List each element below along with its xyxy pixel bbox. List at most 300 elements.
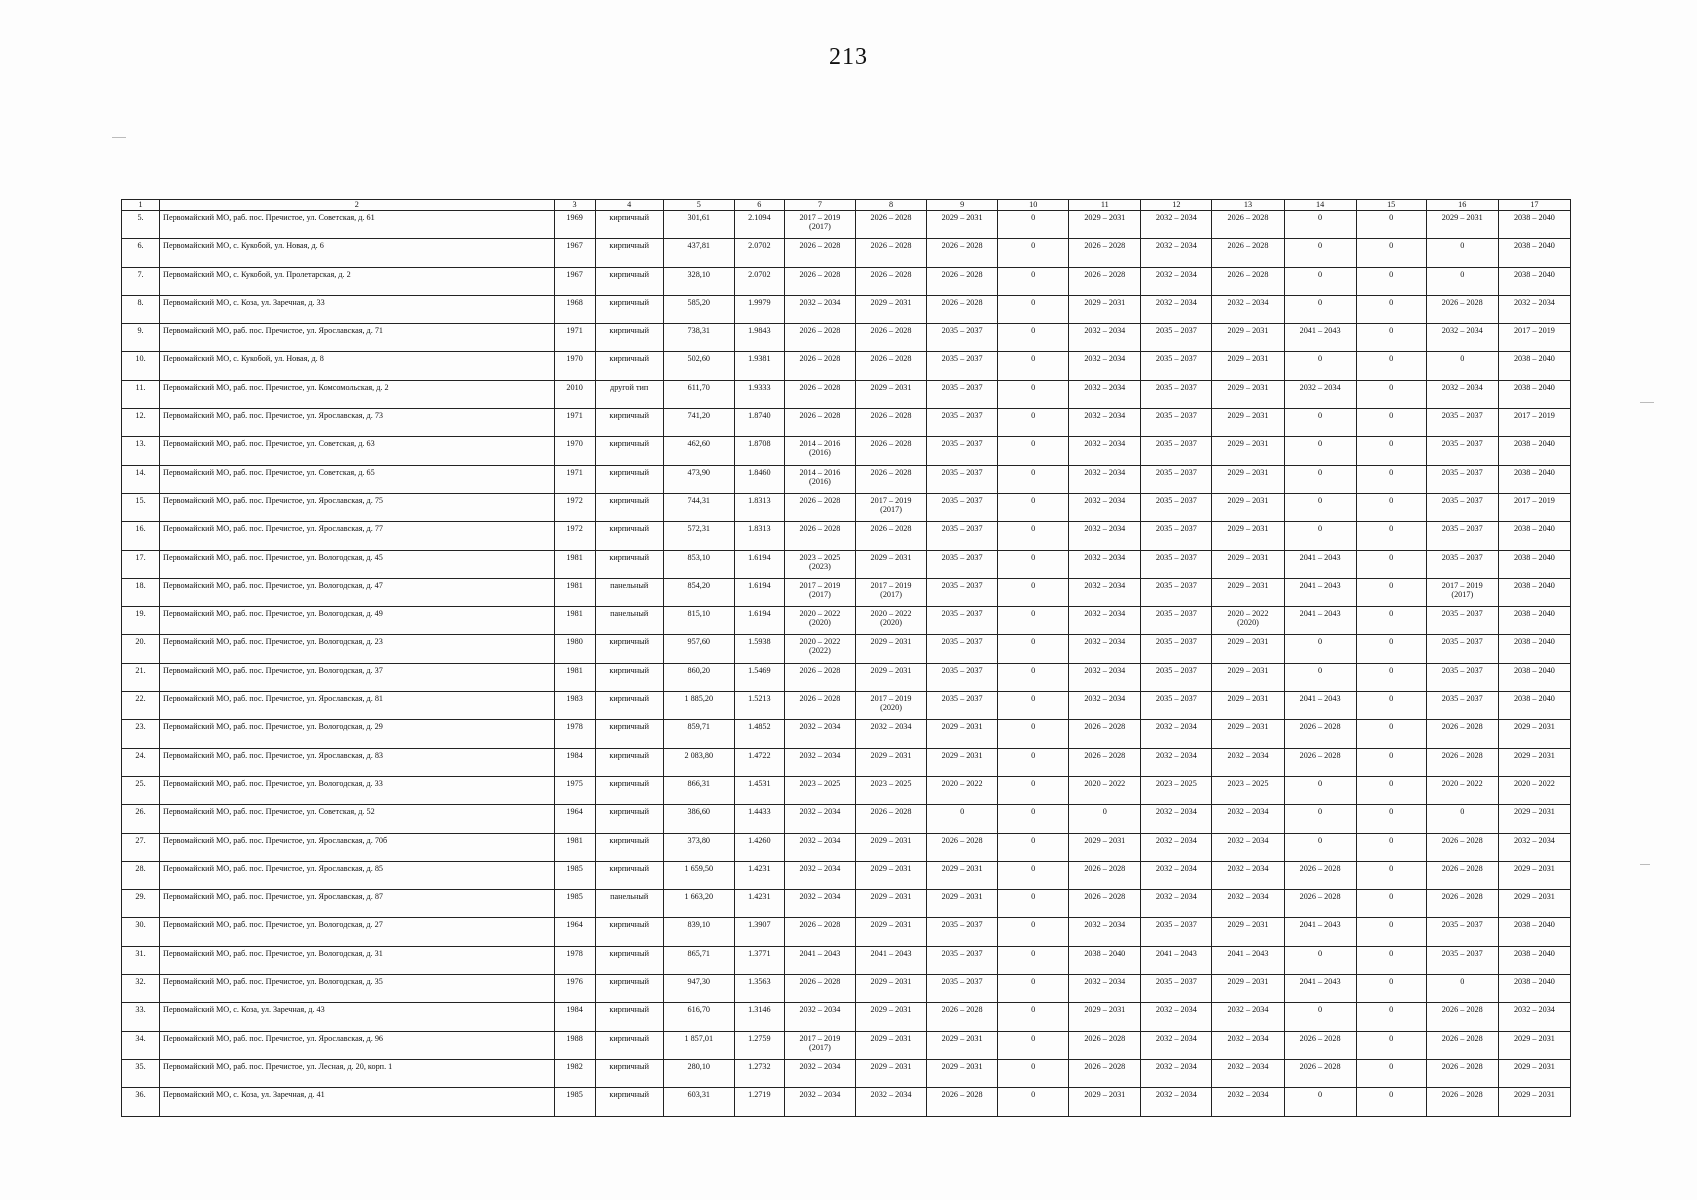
column-header: 4 [595,200,663,211]
schedule-cell: 2026 – 2028 [1069,861,1141,889]
table-row [122,833,1571,861]
schedule-cell: 2017 – 2019 [1498,409,1570,437]
schedule-cell: 2029 – 2031 [1498,1088,1570,1116]
row-number: 9. [122,324,160,352]
schedule-cell: 2032 – 2034 [784,861,855,889]
schedule-cell: 2035 – 2037 [927,465,998,493]
address-cell: Первомайский МО, раб. пос. Пречистое, ул. Вологодская, д. 37 [160,663,555,691]
schedule-cell [784,635,855,663]
schedule-cell [1426,578,1498,606]
schedule-cell: 2029 – 2031 [1212,437,1284,465]
column-header: 5 [663,200,734,211]
index-cell: 2.0702 [734,267,784,295]
wall-material-cell: кирпичный [595,946,663,974]
schedule-cell: 0 [1356,833,1426,861]
schedule-cell: 0 [1356,522,1426,550]
schedule-cell: 2041 – 2043 [1284,550,1356,578]
schedule-cell: 2035 – 2037 [927,578,998,606]
row-number: 13. [122,437,160,465]
year-cell: 1985 [554,861,595,889]
schedule-cell: 0 [998,663,1069,691]
index-cell: 1.4531 [734,776,784,804]
schedule-cell: 2029 – 2031 [855,1003,926,1031]
schedule-cell: 2032 – 2034 [1141,1088,1212,1116]
area-cell: 373,80 [663,833,734,861]
schedule-cell: 2029 – 2031 [855,833,926,861]
schedule-cell: 2026 – 2028 [855,409,926,437]
row-number: 12. [122,409,160,437]
schedule-cell: 2038 – 2040 [1498,578,1570,606]
wall-material-cell: кирпичный [595,692,663,720]
schedule-cell: 2029 – 2031 [1069,1088,1141,1116]
index-cell: 1.3563 [734,975,784,1003]
schedule-cell: 0 [1284,211,1356,239]
schedule-cell: 0 [998,776,1069,804]
schedule-cell: 2032 – 2034 [1069,550,1141,578]
column-header: 8 [855,200,926,211]
address-cell: Первомайский МО, раб. пос. Пречистое, ул. Советская, д. 52 [160,805,555,833]
schedule-cell: 2035 – 2037 [927,324,998,352]
year-cell: 1976 [554,975,595,1003]
address-cell: Первомайский МО, раб. пос. Пречистое, ул. Вологодская, д. 33 [160,776,555,804]
schedule-cell: 2026 – 2028 [1426,861,1498,889]
address-cell: Первомайский МО, раб. пос. Пречистое, ул. Комсомольская, д. 2 [160,380,555,408]
schedule-cell: 2038 – 2040 [1498,352,1570,380]
schedule-cell: 0 [998,720,1069,748]
actual-year-text: (2017) [880,589,902,599]
year-cell: 1978 [554,720,595,748]
schedule-cell: 2032 – 2034 [784,833,855,861]
wall-material-cell: кирпичный [595,1088,663,1116]
row-number: 8. [122,295,160,323]
schedule-cell: 0 [1356,805,1426,833]
table-row [122,607,1571,635]
schedule-cell: 2035 – 2037 [927,946,998,974]
wall-material-cell: кирпичный [595,324,663,352]
schedule-cell: 0 [1426,352,1498,380]
table-row [122,635,1571,663]
schedule-cell: 2041 – 2043 [1284,918,1356,946]
schedule-cell: 0 [1356,267,1426,295]
schedule-cell: 0 [1284,946,1356,974]
schedule-cell: 0 [1356,295,1426,323]
schedule-cell: 2020 – 2022 [927,776,998,804]
schedule-cell: 0 [1356,409,1426,437]
schedule-cell: 0 [1284,437,1356,465]
schedule-cell: 2026 – 2028 [855,465,926,493]
wall-material-cell: панельный [595,578,663,606]
year-cell: 1978 [554,946,595,974]
year-cell: 1981 [554,578,595,606]
schedule-cell: 2020 – 2022 [1498,776,1570,804]
actual-year-text: (2023) [809,561,831,571]
schedule-cell: 2032 – 2034 [1212,861,1284,889]
schedule-cell: 2032 – 2034 [1141,805,1212,833]
table-row [122,663,1571,691]
schedule-cell: 0 [998,692,1069,720]
schedule-cell: 0 [998,1059,1069,1087]
area-cell: 2 083,80 [663,748,734,776]
schedule-cell: 2032 – 2034 [855,1088,926,1116]
schedule-cell: 2032 – 2034 [1141,1003,1212,1031]
index-cell: 1.6194 [734,607,784,635]
schedule-cell: 2032 – 2034 [784,1088,855,1116]
schedule-cell: 2032 – 2034 [1069,465,1141,493]
index-cell: 1.4231 [734,861,784,889]
schedule-cell: 0 [998,805,1069,833]
schedule-cell: 2023 – 2025 [855,776,926,804]
address-cell: Первомайский МО, раб. пос. Пречистое, ул. Вологодская, д. 23 [160,635,555,663]
table-row [122,918,1571,946]
table-row [122,1059,1571,1087]
schedule-cell: 0 [1356,890,1426,918]
schedule-cell: 2035 – 2037 [1141,918,1212,946]
schedule-cell: 2041 – 2043 [1284,324,1356,352]
schedule-cell: 0 [1284,1003,1356,1031]
table-row [122,720,1571,748]
index-cell: 1.5938 [734,635,784,663]
schedule-cell: 2026 – 2028 [855,352,926,380]
index-cell: 1.4433 [734,805,784,833]
area-cell: 947,30 [663,975,734,1003]
wall-material-cell: кирпичный [595,437,663,465]
schedule-cell: 2041 – 2043 [784,946,855,974]
wall-material-cell: кирпичный [595,493,663,521]
year-cell: 1971 [554,465,595,493]
schedule-cell: 2032 – 2034 [784,1059,855,1087]
schedule-cell: 2032 – 2034 [1498,833,1570,861]
schedule-cell: 2032 – 2034 [1212,1059,1284,1087]
table-row [122,1031,1571,1059]
schedule-cell: 2035 – 2037 [927,437,998,465]
schedule-cell: 2035 – 2037 [927,522,998,550]
area-cell: 572,31 [663,522,734,550]
schedule-cell: 2026 – 2028 [1426,720,1498,748]
schedule-cell: 2032 – 2034 [1212,295,1284,323]
schedule-cell: 2038 – 2040 [1498,211,1570,239]
schedule-cell: 2035 – 2037 [1141,465,1212,493]
year-cell: 1967 [554,239,595,267]
row-number: 15. [122,493,160,521]
schedule-cell: 2038 – 2040 [1498,380,1570,408]
schedule-cell: 2032 – 2034 [1069,493,1141,521]
table-row [122,550,1571,578]
wall-material-cell: панельный [595,890,663,918]
column-header: 9 [927,200,998,211]
page-number: 213 [829,44,868,70]
schedule-cell: 0 [1284,805,1356,833]
schedule-cell: 2032 – 2034 [1426,324,1498,352]
schedule-cell: 2041 – 2043 [1141,946,1212,974]
schedule-cell: 2026 – 2028 [784,380,855,408]
schedule-cell: 2026 – 2028 [1212,239,1284,267]
wall-material-cell: кирпичный [595,295,663,323]
area-cell: 1 857,01 [663,1031,734,1059]
year-cell: 1985 [554,890,595,918]
schedule-cell: 2029 – 2031 [927,748,998,776]
column-number-header-row [122,200,1571,211]
schedule-cell: 0 [1284,409,1356,437]
year-cell: 1984 [554,1003,595,1031]
year-cell: 1981 [554,550,595,578]
schedule-cell: 0 [1356,211,1426,239]
schedule-cell: 2026 – 2028 [784,493,855,521]
schedule-cell [784,211,855,239]
schedule-cell: 2029 – 2031 [1212,578,1284,606]
schedule-cell: 0 [1356,692,1426,720]
table-row [122,578,1571,606]
schedule-cell: 2026 – 2028 [784,409,855,437]
schedule-cell: 2035 – 2037 [1426,918,1498,946]
schedule-cell: 0 [998,1088,1069,1116]
schedule-cell: 0 [1356,607,1426,635]
index-cell: 2.1094 [734,211,784,239]
schedule-cell: 2041 – 2043 [1284,578,1356,606]
schedule-cell: 0 [1356,918,1426,946]
row-number: 14. [122,465,160,493]
schedule-cell: 2035 – 2037 [927,607,998,635]
schedule-cell: 2032 – 2034 [1212,748,1284,776]
schedule-cell: 2032 – 2034 [1141,720,1212,748]
year-cell: 1982 [554,1059,595,1087]
year-cell: 1968 [554,295,595,323]
schedule-cell: 2029 – 2031 [1498,805,1570,833]
address-cell: Первомайский МО, раб. пос. Пречистое, ул. Ярославская, д. 81 [160,692,555,720]
index-cell: 1.4722 [734,748,784,776]
schedule-cell: 2029 – 2031 [1426,211,1498,239]
schedule-cell: 2032 – 2034 [1141,239,1212,267]
area-cell: 957,60 [663,635,734,663]
schedule-cell: 0 [1356,720,1426,748]
actual-year-text: (2017) [880,504,902,514]
schedule-cell: 2023 – 2025 [784,776,855,804]
schedule-cell: 0 [1426,805,1498,833]
period-text: 2020 – 2022 [799,609,841,619]
schedule-cell: 2029 – 2031 [1069,211,1141,239]
schedule-cell: 2032 – 2034 [1141,267,1212,295]
row-number: 10. [122,352,160,380]
schedule-cell: 2032 – 2034 [1212,1088,1284,1116]
schedule-cell: 2032 – 2034 [1141,211,1212,239]
index-cell: 1.8313 [734,522,784,550]
schedule-cell: 2026 – 2028 [855,437,926,465]
index-cell: 1.8708 [734,437,784,465]
schedule-cell: 2026 – 2028 [784,692,855,720]
schedule-cell: 0 [998,861,1069,889]
area-cell: 815,10 [663,607,734,635]
row-number: 5. [122,211,160,239]
schedule-cell: 2029 – 2031 [855,890,926,918]
schedule-cell: 0 [1356,1088,1426,1116]
year-cell: 1970 [554,352,595,380]
address-cell: Первомайский МО, с. Кукобой, ул. Новая, д. 8 [160,352,555,380]
period-text: 2020 – 2022 [1227,609,1269,619]
schedule-cell: 2029 – 2031 [927,861,998,889]
schedule-cell: 2026 – 2028 [1426,1003,1498,1031]
year-cell: 1972 [554,522,595,550]
schedule-cell: 0 [1069,805,1141,833]
index-cell: 1.2732 [734,1059,784,1087]
wall-material-cell: панельный [595,607,663,635]
schedule-cell: 2029 – 2031 [1212,635,1284,663]
schedule-cell: 2026 – 2028 [1284,748,1356,776]
schedule-cell: 0 [1356,493,1426,521]
schedule-cell: 2035 – 2037 [927,692,998,720]
column-header: 14 [1284,200,1356,211]
schedule-cell: 2038 – 2040 [1498,663,1570,691]
wall-material-cell: кирпичный [595,211,663,239]
table-row [122,805,1571,833]
schedule-cell: 2029 – 2031 [1212,324,1284,352]
schedule-cell: 0 [998,550,1069,578]
actual-year-text: (2017) [809,589,831,599]
wall-material-cell: кирпичный [595,409,663,437]
row-number: 24. [122,748,160,776]
schedule-cell: 2029 – 2031 [927,211,998,239]
year-cell: 1970 [554,437,595,465]
table-row [122,1003,1571,1031]
table-row [122,239,1571,267]
area-cell: 603,31 [663,1088,734,1116]
schedule-cell: 2029 – 2031 [1212,720,1284,748]
schedule-cell: 2035 – 2037 [927,409,998,437]
schedule-cell: 2032 – 2034 [1069,918,1141,946]
schedule-cell: 2035 – 2037 [1426,607,1498,635]
index-cell: 1.8460 [734,465,784,493]
schedule-cell: 2035 – 2037 [927,663,998,691]
period-text: 2017 – 2019 [1441,580,1483,590]
schedule-cell: 2035 – 2037 [927,635,998,663]
actual-year-text: (2020) [880,703,902,713]
schedule-cell: 2032 – 2034 [1141,748,1212,776]
schedule-cell [855,692,926,720]
schedule-cell: 2029 – 2031 [927,1059,998,1087]
schedule-cell: 2029 – 2031 [1498,1059,1570,1087]
area-cell: 611,70 [663,380,734,408]
schedule-cell: 2029 – 2031 [1212,493,1284,521]
schedule-cell: 2026 – 2028 [855,239,926,267]
schedule-cell: 2035 – 2037 [927,352,998,380]
schedule-cell: 2035 – 2037 [1141,437,1212,465]
schedule-cell: 0 [1356,1031,1426,1059]
area-cell: 462,60 [663,437,734,465]
row-number: 27. [122,833,160,861]
column-header: 16 [1426,200,1498,211]
address-cell: Первомайский МО, раб. пос. Пречистое, ул. Ярославская, д. 85 [160,861,555,889]
schedule-cell: 2026 – 2028 [1069,1031,1141,1059]
wall-material-cell: кирпичный [595,1003,663,1031]
row-number: 31. [122,946,160,974]
row-number: 7. [122,267,160,295]
schedule-cell: 2029 – 2031 [1069,833,1141,861]
schedule-cell: 2026 – 2028 [927,1088,998,1116]
schedule-cell: 2029 – 2031 [1069,295,1141,323]
schedule-cell: 2029 – 2031 [855,1059,926,1087]
year-cell: 1983 [554,692,595,720]
schedule-cell: 2032 – 2034 [784,890,855,918]
schedule-cell: 0 [998,946,1069,974]
schedule-cell: 2032 – 2034 [1212,890,1284,918]
schedule-cell: 2017 – 2019 [1498,324,1570,352]
schedule-cell: 2026 – 2028 [1284,890,1356,918]
schedule-cell: 2041 – 2043 [1284,607,1356,635]
index-cell: 1.9381 [734,352,784,380]
schedule-cell: 2026 – 2028 [784,522,855,550]
schedule-cell: 2032 – 2034 [1498,1003,1570,1031]
schedule-cell: 2032 – 2034 [1212,805,1284,833]
address-cell: Первомайский МО, с. Коза, ул. Заречная, д. 43 [160,1003,555,1031]
wall-material-cell: кирпичный [595,239,663,267]
period-text: 2023 – 2025 [799,552,841,562]
area-cell: 1 885,20 [663,692,734,720]
schedule-cell: 0 [998,267,1069,295]
schedule-cell: 2038 – 2040 [1498,437,1570,465]
schedule-cell: 2032 – 2034 [1284,380,1356,408]
index-cell: 1.8740 [734,409,784,437]
column-header: 6 [734,200,784,211]
index-cell: 1.6194 [734,578,784,606]
schedule-cell: 2029 – 2031 [1212,918,1284,946]
actual-year-text: (2020) [1237,618,1259,628]
schedule-cell: 2035 – 2037 [1426,522,1498,550]
schedule-cell: 2026 – 2028 [1069,239,1141,267]
schedule-cell: 2035 – 2037 [1141,550,1212,578]
period-text: 2017 – 2019 [799,1033,841,1043]
schedule-cell: 2026 – 2028 [784,239,855,267]
schedule-cell: 0 [998,493,1069,521]
schedule-cell: 2020 – 2022 [1069,776,1141,804]
actual-year-text: (2017) [1451,589,1474,599]
schedule-cell: 2032 – 2034 [1141,1031,1212,1059]
schedule-cell: 0 [998,890,1069,918]
area-cell: 738,31 [663,324,734,352]
schedule-cell: 2032 – 2034 [1069,635,1141,663]
period-text: 2017 – 2019 [799,213,841,222]
year-cell: 1981 [554,607,595,635]
schedule-cell: 0 [1356,635,1426,663]
table-row [122,380,1571,408]
schedule-cell: 0 [1284,522,1356,550]
schedule-cell: 2035 – 2037 [1141,635,1212,663]
index-cell: 1.9843 [734,324,784,352]
area-cell: 1 659,50 [663,861,734,889]
schedule-cell: 0 [1356,663,1426,691]
area-cell: 328,10 [663,267,734,295]
schedule-cell: 2029 – 2031 [1212,550,1284,578]
schedule-cell: 2029 – 2031 [855,550,926,578]
index-cell: 1.4852 [734,720,784,748]
schedule-cell: 2029 – 2031 [1212,465,1284,493]
column-header: 13 [1212,200,1284,211]
scan-mark [112,137,126,138]
row-number: 22. [122,692,160,720]
schedule-cell: 0 [1356,239,1426,267]
schedule-cell: 2035 – 2037 [927,550,998,578]
schedule-cell: 2026 – 2028 [1426,1088,1498,1116]
table-row [122,352,1571,380]
schedule-cell: 2026 – 2028 [927,239,998,267]
schedule-cell: 2032 – 2034 [1212,833,1284,861]
wall-material-cell: кирпичный [595,975,663,1003]
schedule-cell: 2038 – 2040 [1498,550,1570,578]
address-cell: Первомайский МО, раб. пос. Пречистое, ул. Вологодская, д. 27 [160,918,555,946]
area-cell: 854,20 [663,578,734,606]
year-cell: 1985 [554,1088,595,1116]
schedule-cell: 0 [998,409,1069,437]
schedule-cell: 0 [1356,380,1426,408]
index-cell: 1.9333 [734,380,784,408]
schedule-cell: 2032 – 2034 [784,720,855,748]
